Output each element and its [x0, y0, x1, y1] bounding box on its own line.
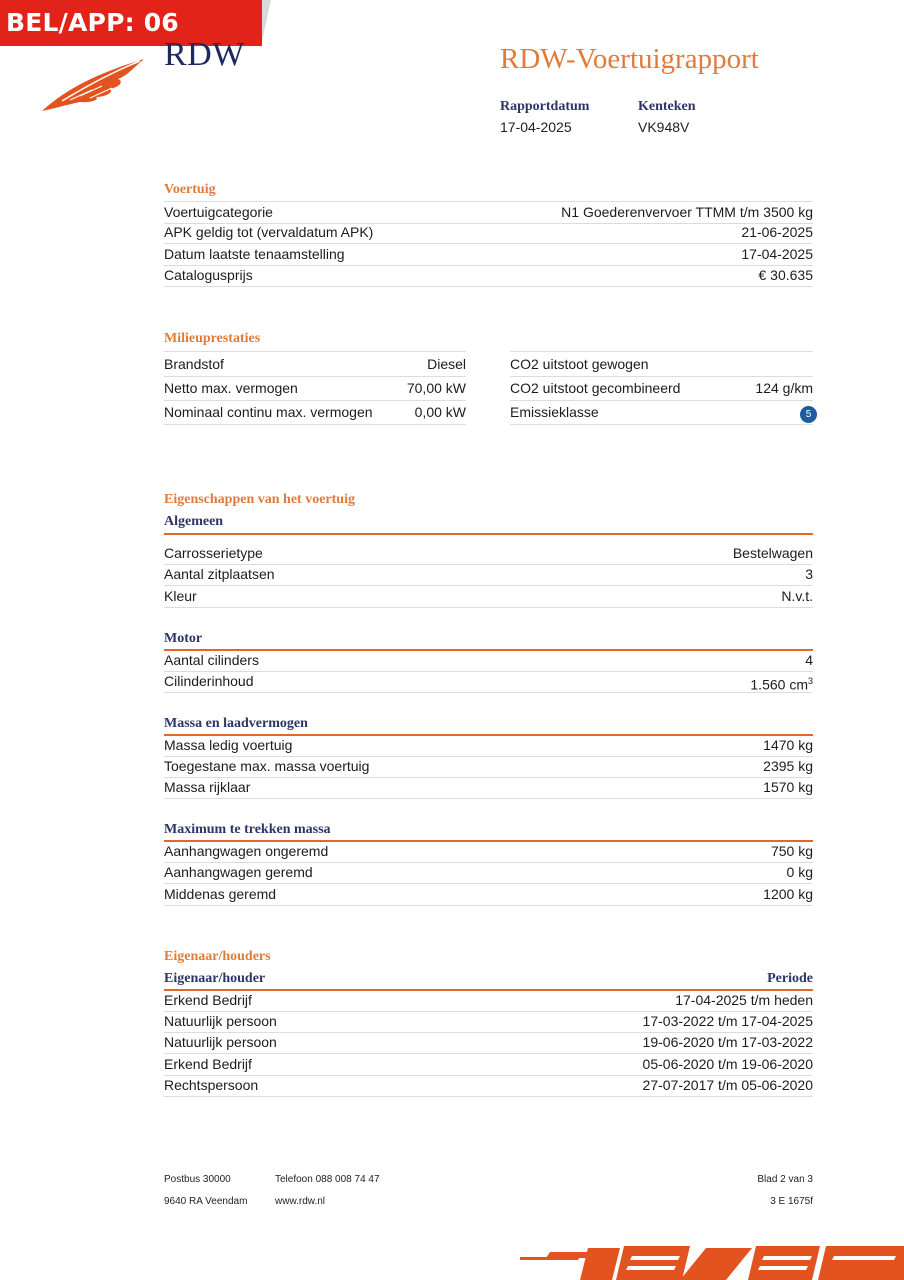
rdw-feather-logo-icon — [40, 55, 150, 115]
table-row — [164, 1011, 813, 1033]
value-text: 1.560 cm — [750, 676, 808, 693]
table-row — [164, 650, 813, 672]
section-title-eigenaar: Eigenaar/houders — [164, 949, 271, 964]
row-value: 19-06-2020 t/m 17-03-2022 — [642, 1034, 813, 1050]
row-label: APK geldig tot (vervaldatum APK) — [164, 224, 374, 240]
footer-postbus: Postbus 30000 — [164, 1174, 231, 1185]
footer-website-link[interactable]: www.rdw.nl — [275, 1196, 326, 1207]
table-row — [164, 735, 813, 757]
row-value: N1 Goederenvervoer TTMM t/m 3500 kg — [561, 204, 813, 220]
row-label: Netto max. vermogen — [164, 380, 298, 396]
row-label: Emissieklasse — [510, 404, 599, 420]
table-row — [510, 400, 813, 425]
row-value: 1200 kg — [763, 886, 813, 902]
emission-class-value: 5 — [800, 406, 817, 423]
table-row — [164, 1075, 813, 1097]
row-label: Natuurlijk persoon — [164, 1034, 277, 1050]
row-value: 17-04-2025 t/m heden — [675, 992, 813, 1008]
row-label: Voertuigcategorie — [164, 204, 273, 220]
section-title-milieu: Milieuprestaties — [164, 331, 261, 346]
table-row — [164, 862, 813, 884]
row-value: 17-04-2025 — [741, 246, 813, 262]
column-header-eigenaar: Eigenaar/houder — [164, 971, 266, 986]
table-row — [164, 265, 813, 287]
column-header-periode: Periode — [767, 971, 813, 986]
table-row — [164, 244, 813, 266]
table-row — [510, 376, 813, 401]
table-row — [164, 841, 813, 863]
decorative-stripes-icon — [520, 1244, 904, 1280]
row-label: Aanhangwagen geremd — [164, 864, 313, 880]
row-label: Natuurlijk persoon — [164, 1013, 277, 1029]
row-label: Aanhangwagen ongeremd — [164, 843, 329, 859]
table-row — [164, 586, 813, 608]
report-date-value: 17-04-2025 — [500, 119, 572, 135]
table-row — [164, 400, 466, 425]
subsection-title-trekken: Maximum te trekken massa — [164, 822, 331, 837]
row-label: Massa ledig voertuig — [164, 737, 293, 753]
row-value: 2395 kg — [763, 758, 813, 774]
row-value: 05-06-2020 t/m 19-06-2020 — [642, 1056, 813, 1072]
row-label: Nominaal continu max. vermogen — [164, 404, 373, 420]
value-superscript: 3 — [807, 676, 813, 686]
row-label: CO2 uitstoot gecombineerd — [510, 380, 681, 396]
row-label: Rechtspersoon — [164, 1077, 259, 1093]
row-value: 124 g/km — [755, 380, 813, 396]
table-row — [164, 351, 466, 377]
row-value: 27-07-2017 t/m 05-06-2020 — [642, 1077, 813, 1093]
subsection-title-algemeen: Algemeen — [164, 514, 224, 529]
table-row — [164, 1032, 813, 1054]
row-value: 70,00 kW — [406, 380, 466, 396]
row-value: 3 — [805, 566, 813, 582]
row-value — [750, 671, 813, 696]
table-row — [164, 756, 813, 778]
emission-class-badge — [800, 400, 817, 424]
row-value: 750 kg — [770, 843, 813, 859]
table-row — [164, 990, 813, 1012]
table-row — [164, 884, 813, 906]
section-divider — [164, 533, 813, 535]
row-label: Cilinderinhoud — [164, 673, 254, 689]
rdw-logo-text: RDW — [164, 36, 245, 73]
row-value: Diesel — [427, 356, 466, 372]
row-label: Toegestane max. massa voertuig — [164, 758, 370, 774]
report-date-label: Rapportdatum — [500, 99, 590, 114]
row-value: N.v.t. — [781, 588, 813, 604]
footer-page-number: Blad 2 van 3 — [757, 1174, 813, 1185]
report-title: RDW-Voertuigrapport — [500, 43, 759, 75]
row-value: € 30.635 — [758, 267, 813, 283]
table-row — [164, 222, 813, 244]
plate-label: Kenteken — [638, 99, 696, 114]
table-row — [164, 1054, 813, 1076]
table-row — [164, 543, 813, 565]
footer-doc-code: 3 E 1675f — [770, 1196, 813, 1207]
row-value: 17-03-2022 t/m 17-04-2025 — [642, 1013, 813, 1029]
row-label: Middenas geremd — [164, 886, 277, 902]
row-label: CO2 uitstoot gewogen — [510, 356, 649, 372]
table-row — [510, 351, 813, 377]
row-label: Erkend Bedrijf — [164, 1056, 252, 1072]
section-title-eigenschappen: Eigenschappen van het voertuig — [164, 492, 355, 507]
subsection-title-massa: Massa en laadvermogen — [164, 716, 308, 731]
row-value: 21-06-2025 — [741, 224, 813, 240]
table-row — [164, 777, 813, 799]
plate-value: VK948V — [638, 119, 690, 135]
row-value: 1470 kg — [763, 737, 813, 753]
row-label: Brandstof — [164, 356, 224, 372]
row-label: Massa rijklaar — [164, 779, 251, 795]
row-value: 0,00 kW — [414, 404, 466, 420]
row-value: 0 kg — [786, 864, 813, 880]
row-value: 1570 kg — [763, 779, 813, 795]
row-label: Erkend Bedrijf — [164, 992, 252, 1008]
table-row — [164, 376, 466, 401]
contact-banner: BEL/APP: 06 42745444 — [0, 0, 262, 46]
subsection-title-motor: Motor — [164, 631, 203, 646]
footer-address: 9640 RA Veendam — [164, 1196, 248, 1207]
row-label: Datum laatste tenaamstelling — [164, 246, 345, 262]
row-label: Carrosserietype — [164, 545, 263, 561]
table-row — [164, 671, 813, 693]
row-label: Aantal zitplaatsen — [164, 566, 275, 582]
row-label: Aantal cilinders — [164, 652, 259, 668]
row-label: Catalogusprijs — [164, 267, 253, 283]
row-value: Bestelwagen — [732, 545, 813, 561]
table-row — [164, 201, 813, 224]
section-title-voertuig: Voertuig — [164, 182, 216, 197]
table-row — [164, 564, 813, 586]
row-label: Kleur — [164, 588, 197, 604]
footer-phone: Telefoon 088 008 74 47 — [275, 1174, 380, 1185]
row-value: 4 — [805, 652, 813, 668]
